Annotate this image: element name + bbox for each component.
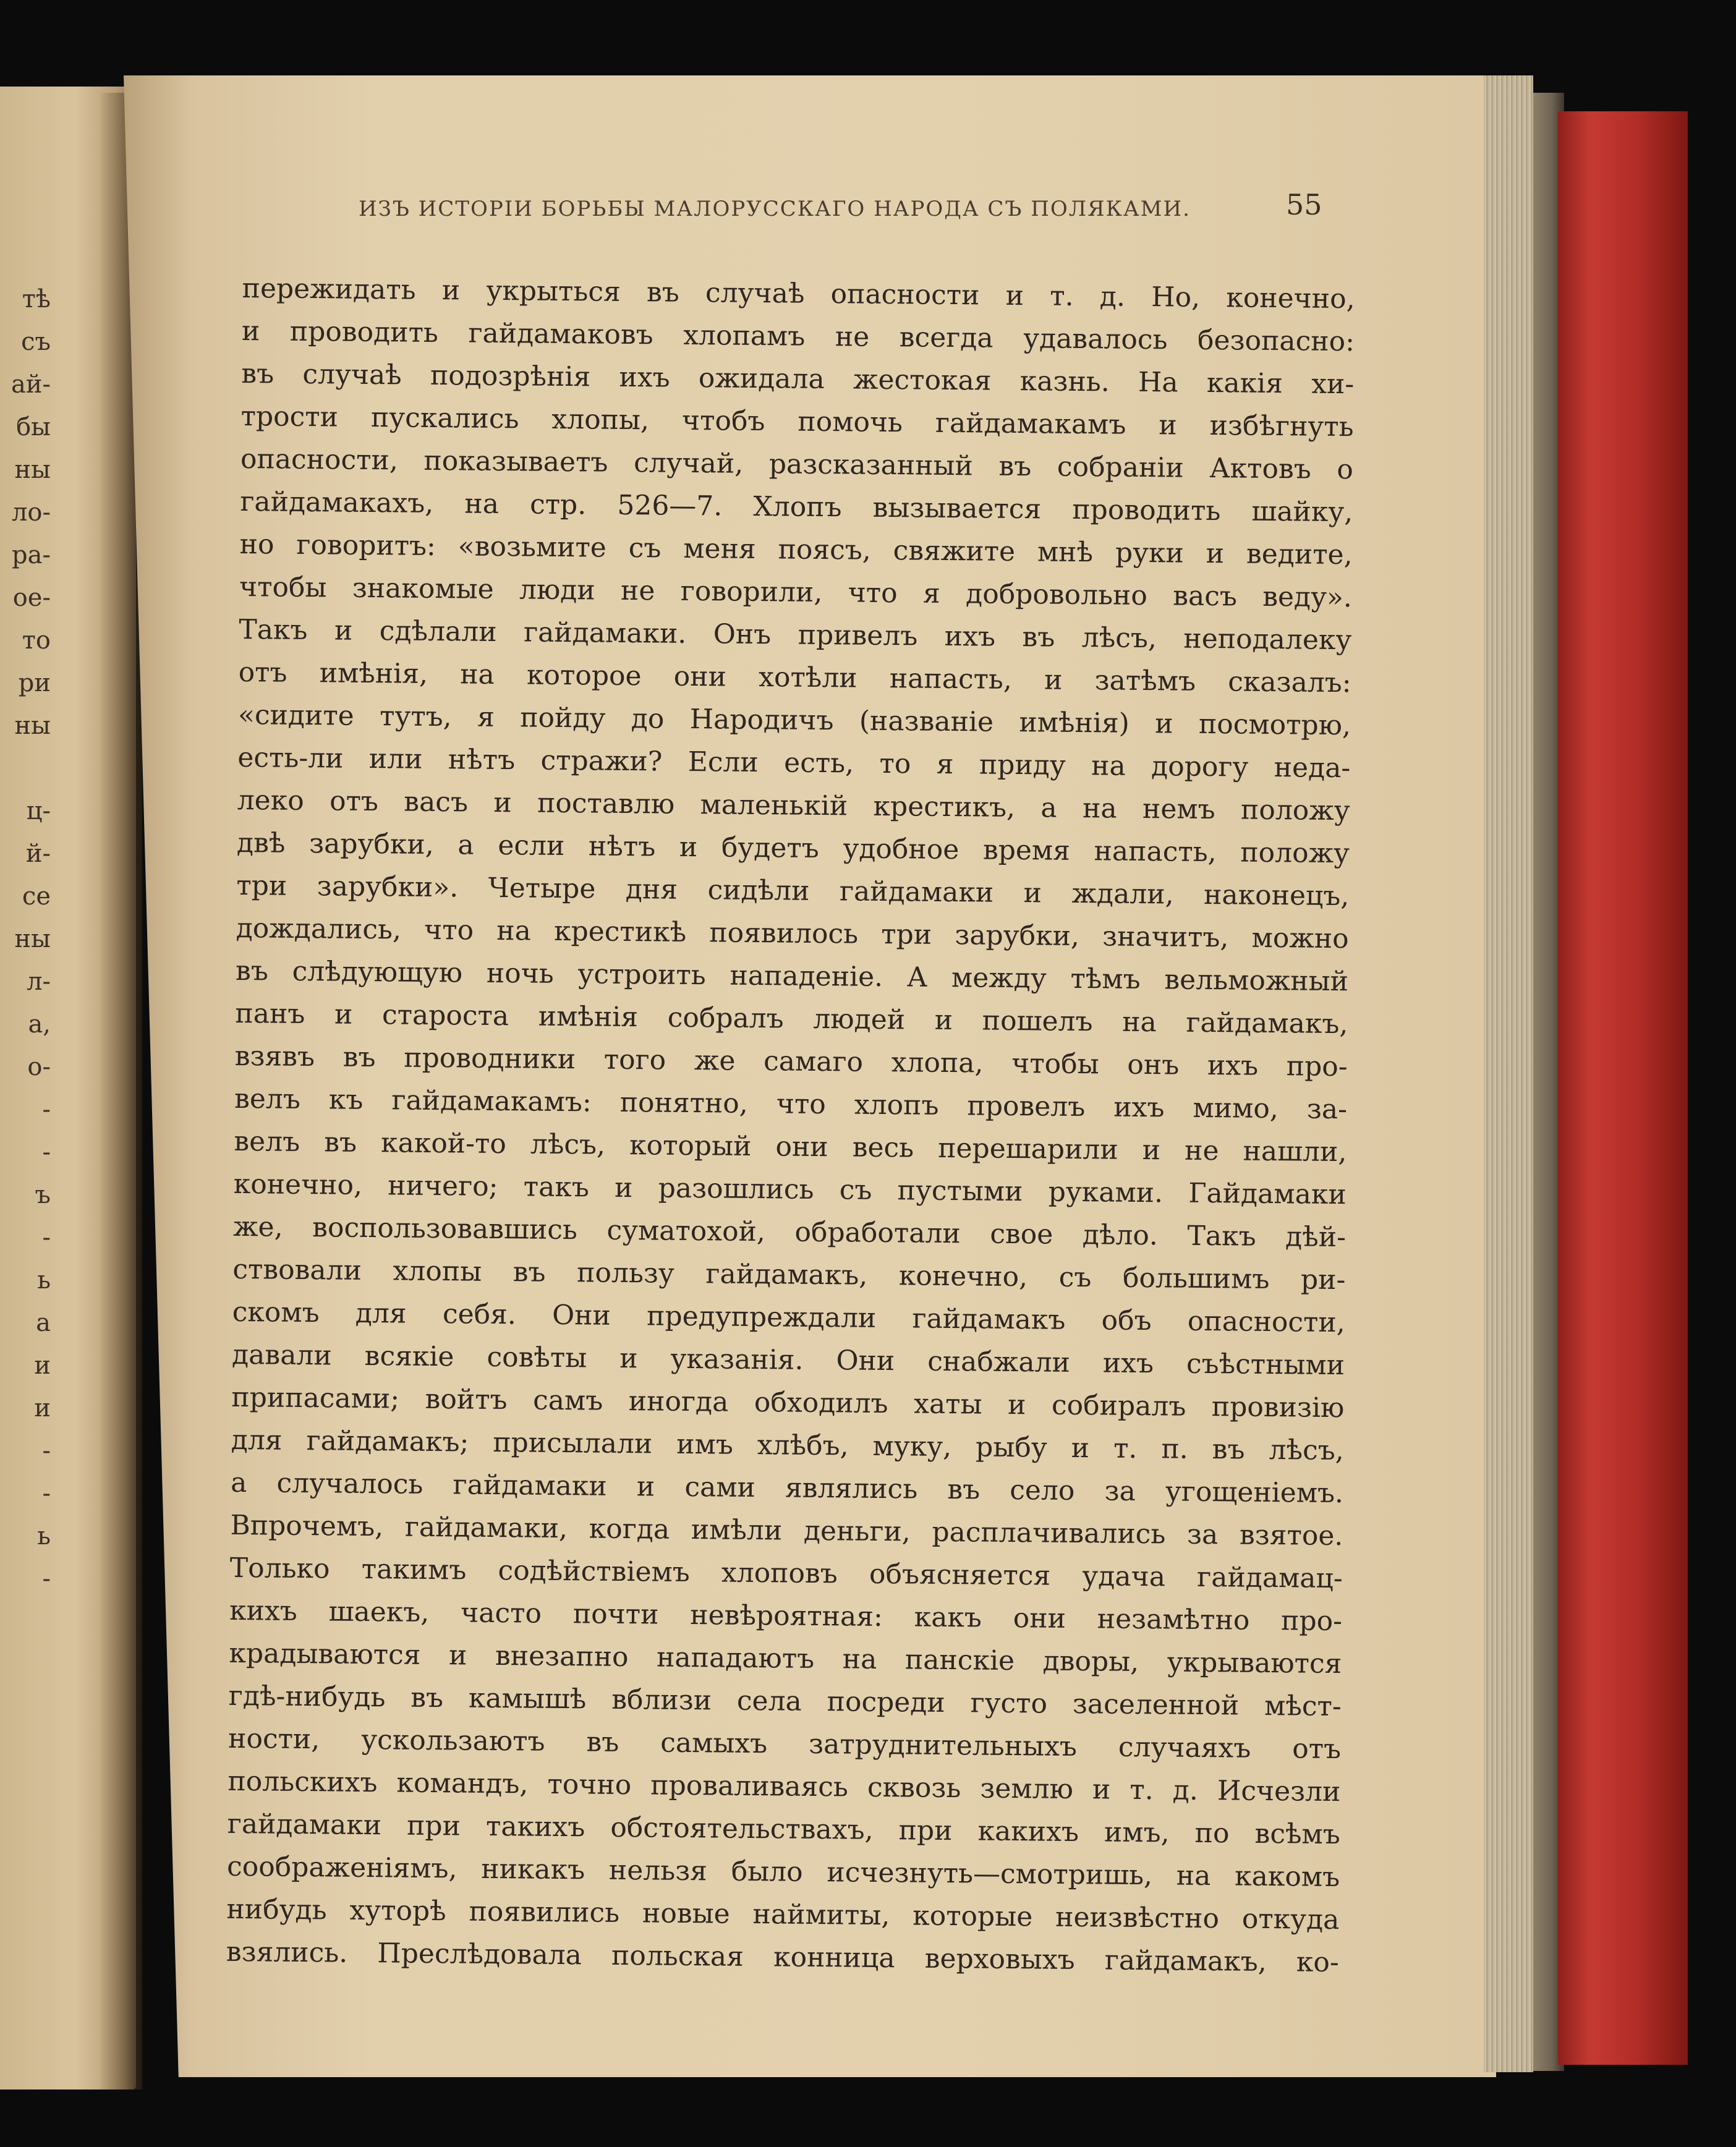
left-fragment: ое- (12, 584, 51, 612)
left-page-text-fragments (0, 278, 51, 1601)
left-fragment: ны (14, 712, 51, 740)
left-fragment: ъ (35, 1181, 51, 1209)
running-header: ИЗЪ ИСТОРІИ БОРЬБЫ МАЛОРУССКАГО НАРОДА СЪ ПОЛЯКАМИ. (359, 197, 1191, 221)
text-line: велъ въ какой-то лѣсъ, который они весь перешарили и не нашли, (234, 1125, 1347, 1168)
left-fragment: - (42, 1223, 51, 1252)
text-line: дождались, что на крестикѣ появилось три зарубки, значитъ, можно (236, 912, 1349, 955)
text-line: ности, ускользаютъ въ самыхъ затруднительныхъ случаяхъ отъ (228, 1722, 1342, 1766)
text-line: взялись. Преслѣдовала польская конница верховыхъ гайдамакъ, ко- (226, 1936, 1339, 1979)
left-fragment (0, 747, 51, 790)
text-line: двѣ зарубки, а если нѣтъ и будетъ удобное время напасть, положу (236, 827, 1350, 870)
text-line: въ случаѣ подозрѣнія ихъ ожидала жестокая казнь. На какія хи- (241, 357, 1355, 401)
left-fragment: ло- (11, 498, 51, 527)
left-fragment: ра- (12, 541, 51, 569)
left-fragment: тѣ (22, 285, 51, 313)
left-fragment: - (42, 1095, 51, 1124)
left-fragment: - (42, 1565, 51, 1593)
left-fragment: ны (14, 925, 51, 953)
book-cover (1558, 111, 1688, 2065)
text-line: панъ и староста имѣнія собралъ людей и пошелъ на гайдамакъ, (235, 997, 1348, 1040)
page-number: 55 (1286, 188, 1322, 221)
text-line: гайдамакахъ, на стр. 526—7. Хлопъ вызывается проводить шайку, (240, 485, 1353, 529)
text-line: леко отъ васъ и поставлю маленькій крестикъ, а на немъ положу (237, 784, 1350, 827)
text-line: взявъ въ проводники того же самаго хлопа, чтобы онъ ихъ про- (234, 1040, 1348, 1083)
left-fragment: - (42, 1437, 51, 1465)
left-fragment: л- (27, 967, 51, 996)
page-edges (1484, 75, 1533, 2072)
left-fragment: ны (14, 456, 51, 484)
text-line: для гайдамакъ; присылали имъ хлѣбъ, муку, рыбу и т. п. въ лѣсъ, (231, 1424, 1344, 1467)
body-text (226, 267, 1355, 1984)
left-fragment: ц- (26, 797, 51, 825)
left-fragment: ри (18, 669, 51, 697)
text-line: Впрочемъ, гайдамаки, когда имѣли деньги, расплачивались за взятое. (230, 1509, 1343, 1552)
left-fragment: и (34, 1394, 51, 1422)
text-line: скомъ для себя. Они предупреждали гайдамакъ объ опасности, (232, 1296, 1345, 1339)
left-fragment: и (34, 1351, 51, 1380)
text-line: же, воспользовавшись суматохой, обработали свое дѣло. Такъ дѣй- (232, 1210, 1347, 1254)
left-fragment: се (22, 882, 51, 911)
left-fragment: ай- (11, 370, 51, 399)
left-fragment: бы (16, 413, 51, 441)
text-line: но говоритъ: «возьмите съ меня поясъ, свяжите мнѣ руки и ведите, (239, 528, 1353, 571)
text-line: Только такимъ содѣйствіемъ хлоповъ объясняется удача гайдамац- (229, 1552, 1343, 1595)
left-fragment: - (42, 1138, 51, 1167)
text-line: пережидать и укрыться въ случаѣ опасности и т. д. Но, конечно, (242, 272, 1355, 315)
text-line: конечно, ничего; такъ и разошлись съ пустыми руками. Гайдамаки (233, 1168, 1347, 1211)
text-line: отъ имѣнія, на которое они хотѣли напасть, и затѣмъ сказалъ: (238, 656, 1351, 699)
text-line: ствовали хлопы въ пользу гайдамакъ, конечно, съ большимъ ри- (232, 1253, 1346, 1296)
text-line: «сидите тутъ, я пойду до Народичъ (названіе имѣнія) и посмотрю, (237, 699, 1351, 742)
text-line: гдѣ-нибудь въ камышѣ вблизи села посреди густо заселенной мѣст- (228, 1680, 1342, 1723)
text-line: гайдамаки при такихъ обстоятельствахъ, при какихъ имъ, по всѣмъ (227, 1808, 1340, 1851)
left-fragment: съ (21, 328, 51, 356)
text-line: трости пускались хлопы, чтобъ помочь гайдамакамъ и избѣгнуть (240, 400, 1354, 443)
text-line: припасами; войтъ самъ иногда обходилъ хаты и собиралъ провизію (231, 1381, 1345, 1424)
left-fragment: а, (28, 1010, 51, 1039)
text-line: кихъ шаекъ, часто почти невѣроятная: какъ они незамѣтно про- (229, 1594, 1343, 1638)
text-line: есть-ли или нѣтъ стражи? Если есть, то я приду на дорогу неда- (237, 741, 1351, 784)
text-line: Такъ и сдѣлали гайдамаки. Онъ привелъ ихъ въ лѣсъ, неподалеку (239, 613, 1352, 657)
left-fragment: - (42, 1479, 51, 1508)
text-line: а случалось гайдамаки и сами являлись въ село за угощеніемъ. (230, 1466, 1344, 1510)
text-line: нибудь хуторѣ появились новые наймиты, которые неизвѣстно откуда (226, 1893, 1340, 1936)
text-line: польскихъ командъ, точно проваливаясь сквозь землю и т. д. Исчезли (228, 1765, 1341, 1808)
left-fragment: то (22, 626, 51, 655)
text-line: и проводить гайдамаковъ хлопамъ не всегда удавалось безопасно: (241, 315, 1355, 358)
text-line: опасности, показываетъ случай, разсказанный въ собраніи Актовъ о (240, 443, 1354, 486)
text-line: крадываются и внезапно нападаютъ на панскіе дворы, укрываются (229, 1637, 1342, 1680)
text-line: въ слѣдующую ночь устроить нападеніе. А между тѣмъ вельможный (235, 954, 1349, 998)
text-line: соображеніямъ, никакъ нельзя было исчезнуть—смотришь, на какомъ (226, 1850, 1340, 1894)
left-fragment: ь (37, 1266, 51, 1295)
text-line: чтобы знакомые люди не говорили, что я добровольно васъ веду». (239, 571, 1353, 614)
text-line: давали всякіе совѣты и указанія. Они снабжали ихъ съѣстными (231, 1338, 1345, 1382)
text-line: три зарубки». Четыре дня сидѣли гайдамаки и ждали, наконецъ, (236, 869, 1350, 912)
left-fragment: й- (25, 840, 51, 868)
left-fragment: а (36, 1309, 51, 1337)
left-fragment: о- (27, 1053, 51, 1081)
text-line: велъ къ гайдамакамъ: понятно, что хлопъ провелъ ихъ мимо, за- (234, 1082, 1348, 1126)
left-fragment: ь (37, 1522, 51, 1550)
